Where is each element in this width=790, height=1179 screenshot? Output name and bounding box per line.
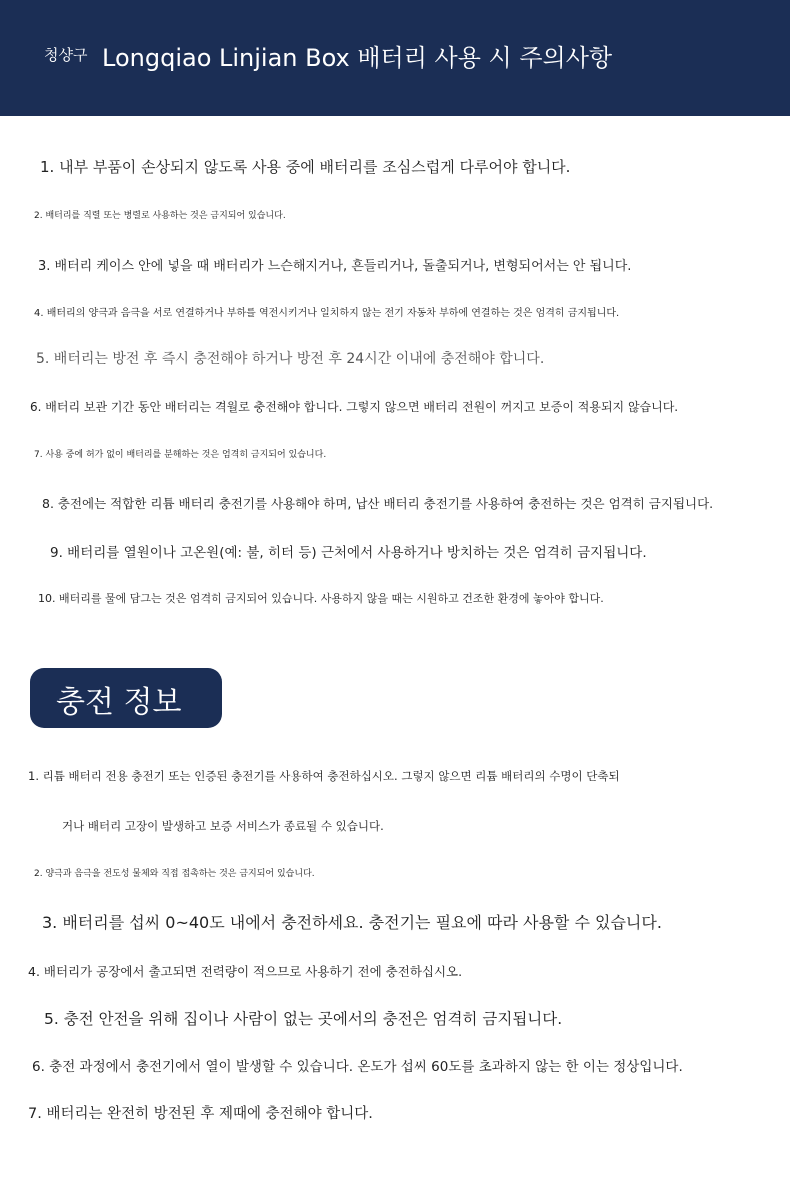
- charging-item: 7. 배터리는 완전히 방전된 후 제때에 충전해야 합니다.: [28, 1106, 373, 1122]
- charging-item-continuation: 거나 배터리 고장이 발생하고 보증 서비스가 종료될 수 있습니다.: [62, 819, 384, 833]
- charging-section-badge: [30, 668, 222, 728]
- precaution-item: 7. 사용 중에 허가 없이 배터리를 분해하는 것은 엄격히 금지되어 있습니다.: [34, 450, 327, 460]
- header-prefix: 청샹구: [44, 46, 88, 64]
- charging-item: 2. 양극과 음극을 전도성 물체와 직접 접촉하는 것은 금지되어 있습니다.: [34, 869, 315, 879]
- precaution-item: 1. 내부 부품이 손상되지 않도록 사용 중에 배터리를 조심스럽게 다루어야 합니다.: [40, 158, 571, 176]
- precaution-item: 10. 배터리를 물에 담그는 것은 엄격히 금지되어 있습니다. 사용하지 않을 때는 시원하고 건조한 환경에 놓아야 합니다.: [38, 592, 604, 605]
- precaution-item: 6. 배터리 보관 기간 동안 배터리는 격월로 충전해야 합니다. 그렇지 않으면 배터리 전원이 꺼지고 보증이 적용되지 않습니다.: [30, 400, 679, 414]
- precaution-item: 5. 배터리는 방전 후 즉시 충전해야 하거나 방전 후 24시간 이내에 충전해야 합니다.: [36, 351, 545, 367]
- precaution-item: 9. 배터리를 열원이나 고온원(예: 불, 히터 등) 근처에서 사용하거나 방치하는 것은 엄격히 금지됩니다.: [50, 545, 647, 561]
- charging-item: 1. 리튬 배터리 전용 충전기 또는 인증된 충전기를 사용하여 충전하십시오. 그렇지 않으면 리튬 배터리의 수명이 단축되: [28, 769, 620, 783]
- precaution-item: 4. 배터리의 양극과 음극을 서로 연결하거나 부하를 역전시키거나 일치하지 않는 전기 자동차 부하에 연결하는 것은 엄격히 금지됩니다.: [34, 308, 620, 319]
- charging-item: 3. 배터리를 섭씨 0~40도 내에서 충전하세요. 충전기는 필요에 따라 사용할 수 있습니다.: [42, 913, 662, 932]
- page-title: Longqiao Linjian Box 배터리 사용 시 주의사항: [102, 44, 613, 72]
- charging-item: 5. 충전 안전을 위해 집이나 사람이 없는 곳에서의 충전은 엄격히 금지됩니다.: [44, 1010, 563, 1028]
- header-banner: [0, 0, 790, 116]
- charging-item: 4. 배터리가 공장에서 출고되면 전력량이 적으므로 사용하기 전에 충전하십시오.: [28, 964, 463, 979]
- precaution-item: 8. 충전에는 적합한 리튬 배터리 충전기를 사용해야 하며, 납산 배터리 충전기를 사용하여 충전하는 것은 엄격히 금지됩니다.: [42, 496, 714, 511]
- precaution-item: 3. 배터리 케이스 안에 넣을 때 배터리가 느슨해지거나, 흔들리거나, 돌출되거나, 변형되어서는 안 됩니다.: [38, 259, 632, 274]
- charging-item: 6. 충전 과정에서 충전기에서 열이 발생할 수 있습니다. 온도가 섭씨 60도를 초과하지 않는 한 이는 정상입니다.: [32, 1059, 683, 1075]
- charging-heading: 충전 정보: [56, 685, 182, 720]
- precaution-item: 2. 배터리를 직렬 또는 병렬로 사용하는 것은 금지되어 있습니다.: [34, 211, 286, 221]
